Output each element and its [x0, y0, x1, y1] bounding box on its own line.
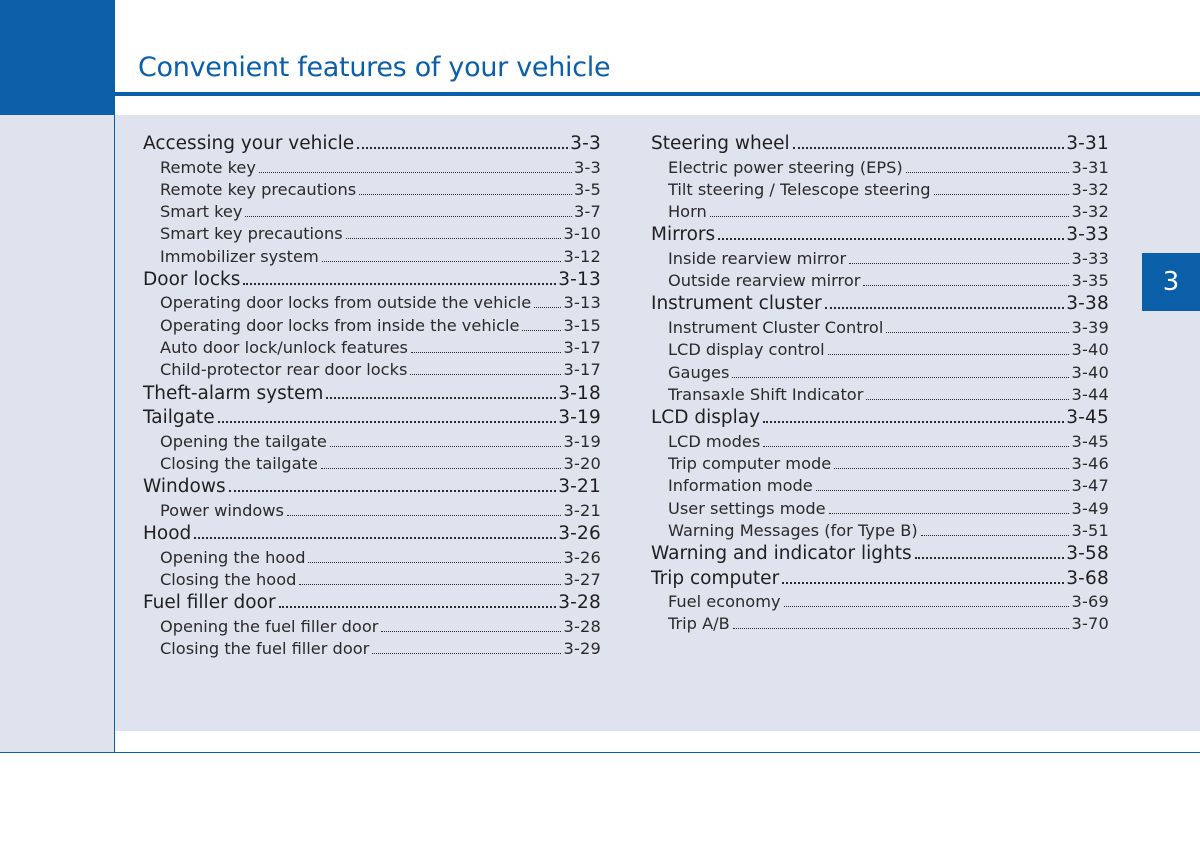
toc-entry-label: LCD display control — [668, 340, 825, 360]
toc-page-number: 3-13 — [558, 268, 601, 290]
toc-entry-label: Trip computer — [651, 567, 780, 589]
toc-right-column — [651, 133, 1109, 637]
toc-subsection-entry[interactable] — [143, 570, 601, 592]
toc-page-number: 3-26 — [558, 523, 601, 545]
toc-section-entry[interactable] — [143, 407, 601, 432]
toc-entry-label: Horn — [668, 202, 707, 222]
toc-entry-label: Closing the tailgate — [160, 453, 318, 473]
dot-leader — [279, 606, 557, 608]
toc-entry-label: Transaxle Shift Indicator — [668, 384, 864, 404]
toc-subsection-entry[interactable] — [143, 224, 601, 246]
toc-page-number: 3-10 — [563, 224, 601, 244]
dot-leader — [245, 216, 572, 217]
toc-entry-label: Inside rearview mirror — [668, 248, 847, 268]
toc-subsection-entry[interactable] — [143, 639, 601, 661]
toc-entry-label: Immobilizer system — [160, 246, 319, 266]
toc-page-number: 3-31 — [1071, 157, 1109, 177]
toc-entry-label: Smart key precautions — [160, 224, 343, 244]
dot-leader — [834, 468, 1069, 469]
toc-page-number: 3-15 — [563, 315, 601, 335]
toc-page-number: 3-20 — [563, 453, 601, 473]
toc-section-entry[interactable] — [651, 224, 1109, 249]
toc-entry-label: Warning and indicator lights — [651, 543, 912, 565]
toc-entry-label: Closing the hood — [160, 569, 297, 589]
toc-entry-label: Operating door locks from outside the vehicle — [160, 293, 532, 313]
toc-section-entry[interactable] — [651, 293, 1109, 318]
dot-leader — [346, 238, 562, 239]
dot-leader — [229, 490, 557, 492]
toc-page-number: 3-3 — [573, 157, 601, 177]
toc-subsection-entry[interactable] — [651, 180, 1109, 202]
toc-page-number: 3-26 — [563, 547, 601, 567]
corner-block — [0, 0, 115, 115]
dot-leader — [326, 397, 556, 399]
toc-subsection-entry[interactable] — [651, 158, 1109, 180]
toc-subsection-entry[interactable] — [143, 158, 601, 180]
dot-leader — [934, 194, 1070, 195]
toc-page-number: 3-40 — [1071, 340, 1109, 360]
dot-leader — [299, 584, 561, 585]
toc-subsection-entry[interactable] — [651, 340, 1109, 362]
toc-page-number: 3-32 — [1071, 179, 1109, 199]
chapter-tab[interactable]: 3 — [1142, 253, 1200, 311]
toc-subsection-entry[interactable] — [651, 454, 1109, 476]
toc-entry-label: LCD modes — [668, 431, 761, 451]
toc-section-entry[interactable] — [143, 133, 601, 158]
toc-page-number: 3-47 — [1071, 476, 1109, 496]
dot-leader — [259, 172, 572, 173]
toc-section-entry[interactable] — [143, 592, 601, 617]
dot-leader — [886, 332, 1069, 333]
toc-page-number: 3-33 — [1066, 224, 1109, 246]
toc-entry-label: Opening the tailgate — [160, 431, 327, 451]
toc-subsection-entry[interactable] — [143, 454, 601, 476]
toc-subsection-entry[interactable] — [143, 316, 601, 338]
toc-subsection-entry[interactable] — [651, 592, 1109, 614]
dot-leader — [411, 352, 561, 353]
title-rule — [115, 92, 1200, 96]
dot-leader — [866, 399, 1069, 400]
toc-page-number: 3-51 — [1071, 520, 1109, 540]
toc-subsection-entry[interactable] — [651, 521, 1109, 543]
toc-subsection-entry[interactable] — [143, 432, 601, 454]
toc-subsection-entry[interactable] — [143, 247, 601, 269]
dot-leader — [522, 330, 561, 331]
toc-entry-label: User settings mode — [668, 498, 826, 518]
dot-leader — [330, 446, 562, 447]
toc-subsection-entry[interactable] — [651, 271, 1109, 293]
dot-leader — [782, 582, 1064, 584]
toc-page-number: 3-19 — [563, 431, 601, 451]
toc-page-number: 3-17 — [563, 360, 601, 380]
toc-entry-label: Hood — [143, 523, 192, 545]
toc-subsection-entry[interactable] — [143, 548, 601, 570]
toc-entry-label: Closing the fuel filler door — [160, 638, 370, 658]
toc-page-number: 3-27 — [563, 569, 601, 589]
dot-leader — [534, 307, 561, 308]
toc-page-number: 3-21 — [558, 476, 601, 498]
left-divider — [114, 96, 115, 753]
toc-entry-label: Tailgate — [143, 407, 215, 429]
toc-entry-label: Windows — [143, 476, 226, 498]
dot-leader — [733, 628, 1070, 629]
toc-subsection-entry[interactable] — [651, 249, 1109, 271]
dot-leader — [763, 446, 1069, 447]
toc-subsection-entry[interactable] — [651, 614, 1109, 636]
dot-leader — [194, 537, 556, 539]
toc-page-number: 3-28 — [563, 616, 601, 636]
toc-page-number: 3-28 — [558, 592, 601, 614]
left-margin-strip — [0, 115, 114, 753]
toc-entry-label: Child-protector rear door locks — [160, 360, 408, 380]
toc-subsection-entry[interactable] — [651, 385, 1109, 407]
toc-subsection-entry[interactable] — [143, 180, 601, 202]
toc-section-entry[interactable] — [651, 407, 1109, 432]
dot-leader — [793, 147, 1065, 149]
dot-leader — [921, 535, 1070, 536]
toc-entry-label: Instrument cluster — [651, 293, 822, 315]
toc-page-number: 3-69 — [1071, 592, 1109, 612]
toc-entry-label: Information mode — [668, 476, 813, 496]
toc-page-number: 3-3 — [570, 133, 601, 154]
dot-leader — [287, 515, 562, 516]
page-title: Convenient features of your vehicle — [138, 52, 611, 83]
toc-section-entry[interactable] — [143, 269, 601, 294]
dot-leader — [763, 421, 1064, 423]
toc-entry-label: Operating door locks from inside the vehicle — [160, 315, 520, 335]
toc-page-number: 3-38 — [1066, 293, 1109, 315]
toc-entry-label: Power windows — [160, 500, 284, 520]
toc-subsection-entry[interactable] — [651, 363, 1109, 385]
toc-entry-label: Door locks — [143, 268, 241, 290]
toc-entry-label: Fuel economy — [668, 592, 781, 612]
toc-entry-label: LCD display — [651, 407, 761, 429]
toc-entry-label: Auto door lock/unlock features — [160, 338, 408, 358]
toc-page-number: 3-29 — [563, 638, 601, 658]
toc-page-number: 3-70 — [1071, 614, 1109, 634]
dot-leader — [863, 285, 1069, 286]
dot-leader — [915, 557, 1065, 559]
toc-page-number: 3-68 — [1066, 567, 1109, 589]
dot-leader — [322, 261, 562, 262]
dot-leader — [381, 631, 561, 632]
toc-page-number: 3-18 — [558, 382, 601, 404]
toc-page-number: 3-45 — [1071, 431, 1109, 451]
toc-subsection-entry[interactable] — [143, 617, 601, 639]
toc-section-entry[interactable] — [143, 383, 601, 408]
toc-page-number: 3-7 — [573, 202, 601, 222]
toc-page-number: 3-45 — [1066, 407, 1109, 429]
toc-entry-label: Tilt steering / Telescope steering — [668, 179, 931, 199]
bottom-rule — [0, 752, 1200, 753]
dot-leader — [829, 513, 1070, 514]
toc-subsection-entry[interactable] — [651, 202, 1109, 224]
toc-subsection-entry[interactable] — [651, 318, 1109, 340]
toc-entry-label: Instrument Cluster Control — [668, 317, 884, 337]
toc-entry-label: Gauges — [668, 362, 730, 382]
toc-section-entry[interactable] — [143, 476, 601, 501]
toc-page-number: 3-35 — [1071, 271, 1109, 291]
dot-leader — [825, 307, 1065, 309]
toc-page-number: 3-33 — [1071, 248, 1109, 268]
dot-leader — [784, 606, 1070, 607]
toc-entry-label: Trip computer mode — [668, 453, 832, 473]
dot-leader — [906, 172, 1070, 173]
toc-section-entry[interactable] — [143, 523, 601, 548]
toc-page-number: 3-49 — [1071, 498, 1109, 518]
toc-left-column — [143, 133, 601, 661]
toc-page-number: 3-21 — [563, 500, 601, 520]
dot-leader — [828, 354, 1070, 355]
toc-entry-label: Theft-alarm system — [143, 382, 324, 404]
toc-entry-label: Remote key — [160, 157, 256, 177]
toc-subsection-entry[interactable] — [143, 501, 601, 523]
toc-entry-label: Electric power steering (EPS) — [668, 157, 903, 177]
toc-entry-label: Mirrors — [651, 224, 716, 246]
dot-leader — [732, 377, 1069, 378]
dot-leader — [218, 421, 557, 423]
dot-leader — [372, 653, 561, 654]
dot-leader — [359, 194, 572, 195]
toc-entry-label: Remote key precautions — [160, 179, 357, 199]
dot-leader — [710, 216, 1070, 217]
toc-entry-label: Opening the fuel filler door — [160, 616, 379, 636]
toc-subsection-entry[interactable] — [651, 499, 1109, 521]
toc-page-number: 3-58 — [1066, 543, 1109, 565]
dot-leader — [321, 468, 562, 469]
toc-section-entry[interactable] — [651, 133, 1109, 158]
toc-page-number: 3-5 — [573, 179, 601, 199]
dot-leader — [308, 562, 561, 563]
dot-leader — [357, 147, 568, 149]
dot-leader — [243, 283, 556, 285]
toc-subsection-entry[interactable] — [143, 338, 601, 360]
toc-subsection-entry[interactable] — [651, 476, 1109, 498]
dot-leader — [849, 263, 1069, 264]
toc-entry-label: Accessing your vehicle — [143, 133, 355, 154]
toc-subsection-entry[interactable] — [143, 202, 601, 224]
toc-page-number: 3-39 — [1071, 317, 1109, 337]
toc-page-number: 3-31 — [1066, 133, 1109, 154]
toc-page-number: 3-46 — [1071, 453, 1109, 473]
toc-entry-label: Trip A/B — [668, 614, 730, 634]
toc-page-number: 3-17 — [563, 338, 601, 358]
toc-subsection-entry[interactable] — [143, 293, 601, 315]
toc-subsection-entry[interactable] — [143, 360, 601, 382]
dot-leader — [718, 238, 1064, 240]
toc-page-number: 3-12 — [563, 246, 601, 266]
toc-entry-label: Fuel filler door — [143, 592, 276, 614]
dot-leader — [410, 374, 561, 375]
toc-page-number: 3-19 — [558, 407, 601, 429]
toc-entry-label: Smart key — [160, 202, 243, 222]
toc-page-number: 3-44 — [1071, 384, 1109, 404]
toc-section-entry[interactable] — [651, 568, 1109, 593]
toc-subsection-entry[interactable] — [651, 432, 1109, 454]
toc-entry-label: Opening the hood — [160, 547, 306, 567]
toc-section-entry[interactable] — [651, 543, 1109, 568]
toc-page-number: 3-13 — [563, 293, 601, 313]
toc-page-number: 3-32 — [1071, 202, 1109, 222]
toc-entry-label: Outside rearview mirror — [668, 271, 861, 291]
dot-leader — [816, 490, 1070, 491]
toc-entry-label: Steering wheel — [651, 133, 790, 154]
toc-entry-label: Warning Messages (for Type B) — [668, 520, 918, 540]
toc-page-number: 3-40 — [1071, 362, 1109, 382]
